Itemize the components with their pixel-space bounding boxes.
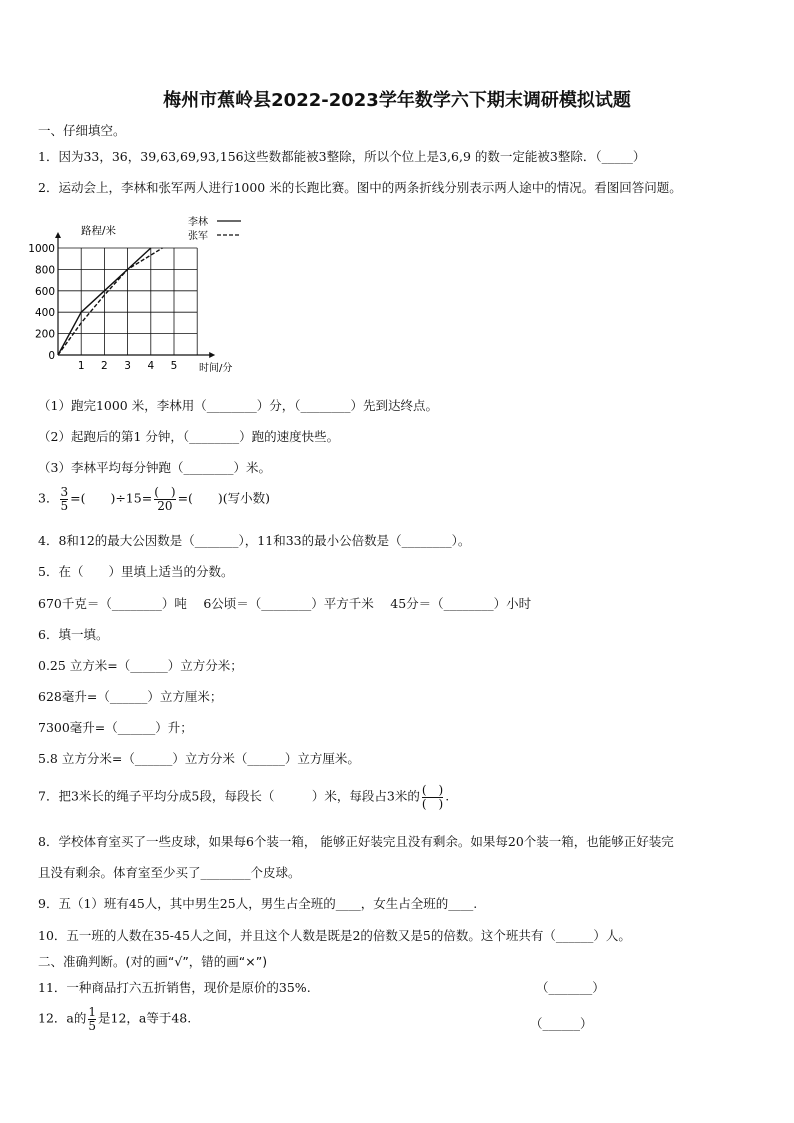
y-tick-label: 1000 (28, 243, 55, 255)
fraction-denominator: 20 (154, 499, 175, 513)
fraction-denominator: ( ) (421, 796, 444, 811)
x-axis-arrow (209, 352, 215, 358)
x-tick-label: 2 (101, 360, 108, 372)
origin-label: 0 (48, 350, 55, 362)
y-tick-label: 800 (34, 264, 55, 277)
y-axis-label: 路程/米 (81, 225, 117, 237)
chart-axes (55, 232, 215, 358)
question-11-answer-blank: （_______） (536, 980, 605, 995)
question-2: 2．运动会上，李林和张军两人进行1000 米的长跑比赛。图中的两条折线分别表示两人途中的情况。看图回答问题。 (38, 180, 682, 195)
fraction-denominator: 5 (88, 1018, 96, 1033)
y-tick-label: 200 (34, 328, 55, 341)
page-title: 梅州市蕉岭县2022-2023学年数学六下期末调研模拟试题 (163, 90, 631, 111)
fraction-numerator: 3 (60, 485, 69, 499)
y-axis-arrow (55, 232, 61, 238)
x-axis-label: 时间/分 (199, 363, 233, 374)
q3-number: 3． (38, 490, 59, 506)
fraction-blank (422, 784, 443, 810)
x-tick-label: 3 (124, 360, 131, 372)
chart-series (58, 248, 162, 355)
y-tick-label: 600 (34, 285, 55, 298)
question-2-part-1: （1）跑完1000 米，李林用（________）分，（________）先到达终点。 (38, 398, 438, 413)
x-tick-label: 4 (147, 360, 155, 372)
chart-legend (188, 215, 241, 242)
question-1: 1．因为33，36，39,63,69,93,156这些数都能被3整除，所以个位上是3,6,9 的数一定能被3整除．（_____） (38, 149, 646, 164)
question-10: 10．五一班的人数在35-45人之间，并且这个人数是既是2的倍数又是5的倍数。这个班共有（______）人。 (38, 928, 631, 943)
question-8-line-2: 且没有剩余。体育室至少买了________个皮球。 (38, 865, 301, 880)
question-5-items: 670千克＝（________）吨 6公顷＝（________）平方千米 45分＝（________）小时 (38, 596, 532, 611)
y-tick-label: 400 (34, 307, 55, 320)
question-3 (38, 486, 270, 512)
question-6-a: 0.25 立方米=（______）立方分米； (38, 658, 243, 673)
q3-middle: =( )÷15= (70, 490, 153, 506)
section-1-heading: 一、仔细填空。 (38, 123, 126, 138)
chart-grid (58, 248, 197, 355)
question-6: 6．填一填。 (38, 627, 109, 642)
q7-text: 7．把3米长的绳子平均分成5段，每段长（ ）米，每段占3米的 (38, 788, 420, 804)
x-tick-label: 5 (170, 360, 178, 372)
q12-post: 是12，a等于48. (98, 1010, 192, 1026)
legend-zhang-jun: 张军 (188, 231, 208, 242)
chart-ticks (28, 243, 177, 372)
question-4: 4．8和12的最大公因数是（_______），11和33的最小公倍数是（________）。 (38, 533, 471, 548)
fraction-blank-20 (154, 486, 175, 512)
x-tick-label: 1 (77, 360, 85, 372)
question-6-b: 628毫升=（______）立方厘米； (38, 689, 223, 704)
question-7 (38, 784, 449, 810)
question-2-part-2: （2）起跑后的第1 分钟，（________）跑的速度快些。 (38, 429, 340, 444)
fraction-numerator: ( ) (421, 783, 444, 797)
question-11: 11．一种商品打六五折销售，现价是原价的35%. (38, 980, 311, 995)
question-6-d: 5.8 立方分米=（______）立方分米（______）立方厘米。 (38, 751, 360, 766)
question-5: 5．在（ ）里填上适当的分数。 (38, 564, 234, 579)
fraction-3-5 (60, 486, 68, 512)
fraction-denominator: 5 (60, 498, 69, 513)
fraction-1-5 (88, 1006, 96, 1032)
question-8-line-1: 8．学校体育室买了一些皮球，如果每6个装一箱， 能够正好装完且没有剩余。如果每20个装一箱，也能够正好装完 (38, 834, 674, 849)
q7-tail: . (445, 788, 450, 804)
fraction-numerator: 1 (88, 1005, 96, 1019)
series-line-zhang-jun (58, 248, 162, 355)
fraction-numerator: ( ) (154, 485, 176, 499)
race-line-chart (28, 210, 261, 380)
section-2-heading: 二、准确判断。(对的画“√”，错的画“×”) (38, 954, 268, 969)
question-12 (38, 1006, 191, 1032)
q12-pre: 12．a的 (38, 1010, 87, 1026)
question-6-c: 7300毫升=（______）升； (38, 720, 193, 735)
legend-li-lin: 李林 (188, 217, 208, 228)
question-12-answer-blank: （______） (530, 1016, 593, 1031)
question-9: 9．五（1）班有45人，其中男生25人，男生占全班的____，女生占全班的____. (38, 896, 478, 911)
question-2-part-3: （3）李林平均每分钟跑（________）米。 (38, 460, 271, 475)
q3-tail: =( )(写小数) (177, 490, 271, 506)
